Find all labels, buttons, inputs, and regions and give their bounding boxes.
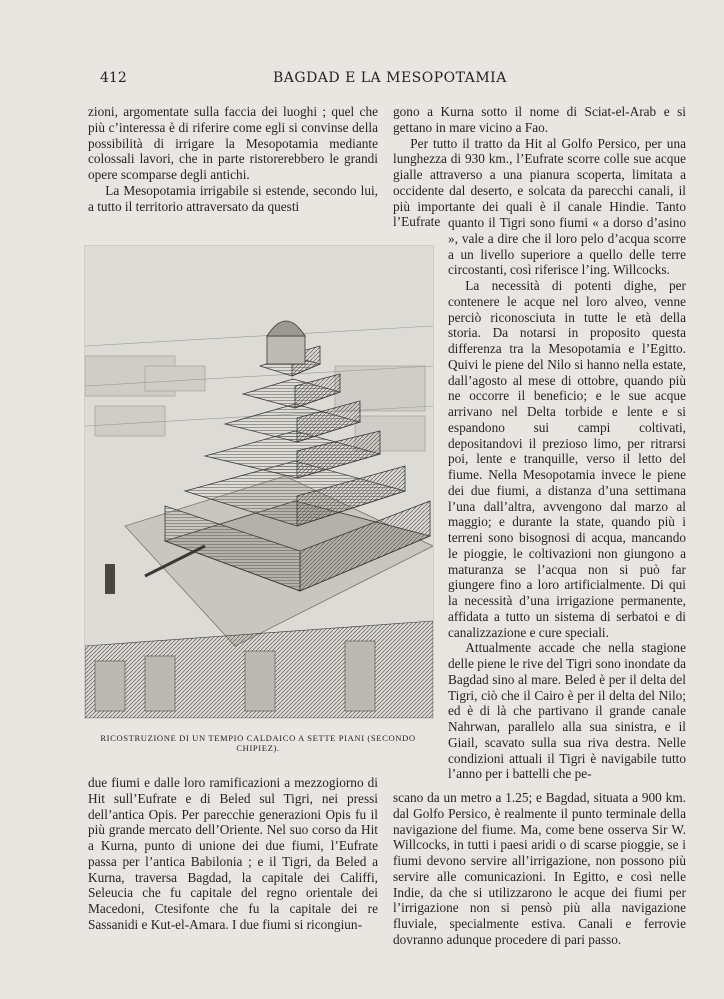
paragraph: gono a Kurna sotto il nome di Sciat-el-Arab e si gettano in mare vicino a Fao. <box>393 104 686 135</box>
paragraph: La Mesopotamia irrigabile si estende, secondo lui, a tutto il territorio attraversato da questi <box>88 182 378 214</box>
paragraph: Per tutto il tratto da Hit al Golfo Persico, per una lunghezza di 930 km., l’Eufrate scorre colle sue acque gialle attraverso a una pianura scoperta, limitata a occidente dal deserto, e solcata da parecchi canali, il più importante dei quali è il canale Hindie. Tanto l’Eufrate <box>393 135 686 230</box>
statue <box>105 564 115 594</box>
ziggurat-drawing <box>85 246 433 718</box>
ziggurat-illustration <box>84 245 434 719</box>
paragraph: Attualmente accade che nella stagione delle piene le rive del Tigri sono inondate da Bagdad sino al mare. Beled è per il delta del Tigri, ciò che il Cairo è per il delta del Nilo; ed è di là che partivano il grande canale Nahrwan, parallelo alla sua sinistra, e il Giail, scavato sulla sua riva destra. Nelle condizioni attuali il Tigri è navigabile tutto l’anno per i battelli che pe- <box>448 640 686 782</box>
paragraph: zioni, argomentate sulla faccia dei luoghi ; quel che più c’interessa è di riferire come egli si convinse della possibilità di irrigare la Mesopotamia mediante colossali lavori, che in parte ristorerebbero le grandi opere scomparse degli antichi. <box>88 104 378 182</box>
text-column-right-top <box>393 104 686 230</box>
text-column-left-top <box>88 104 378 214</box>
text-column-right-narrow <box>448 215 686 782</box>
text-column-right-bottom <box>393 790 686 948</box>
paragraph: La necessità di potenti dighe, per contenere le acque nel loro alveo, venne perciò riconosciuta in tutte le età della storia. Da notarsi in proposito questa differenza tra la Mesopotamia e l’Egitto. Quivi le piene del Nilo si hanno nella estate, dall’agosto al mese di ottobre, quando più ne occorre il beneficio; e le sue acque arrivano nel Delta torbide e lente e si espandono sui campi coltivati, depositandovi il prezioso limo, per ritrarsi poi, lente e tranquille, verso il letto del fiume. Nella Mesopotamia invece le piene dei due fiumi, a distanza d’una settimana l’una dall’altra, avvengono dal marzo al maggio; e durante la state, quando più i terreni sono bisognosi di acqua, mancando le pioggie, le coltivazioni non giungono a maturanza se l’acqua non si può far giungere fino a loro artificialmente. Di qui la necessità d’una irrigazione permanente, affidata a tutto un sistema di serbatoi e di canalizzazione e cure speciali. <box>448 278 686 640</box>
text-column-left-bottom <box>88 775 378 933</box>
paragraph: scano da un metro a 1.25; e Bagdad, situata a 900 km. dal Golfo Persico, è realmente il punto terminale della navigazione del fiume. Ma, come bene osserva Sir W. Willcocks, in tutti i paesi aridi o di scarse pioggie, se i fiumi devono servire all’irrigazione, non possono più servire alle comunicazioni. In Egitto, e così nelle Indie, da che si utilizzarono le acque dei fiumi per l’irrigazione non si pensò più alla navigazione fluviale, specialmente estiva. Canali e ferrovie dovranno adunque procedere di pari passo. <box>393 790 686 947</box>
paragraph: due fiumi e dalle loro ramificazioni a mezzogiorno di Hit sull’Eufrate e di Beled sul Tigri, nei pressi dell’antica Opis. Per parecchie generazioni Opis fu il più grande mercato dell’Oriente. Nel suo corso da Hit a Kurna, punto di unione dei due fiumi, l’Eufrate passa per l’antica Babilonia ; e il Tigri, da Beled a Kurna, traversa Bagdad, la capitale dei Califfi, Seleucia che fu capitale del regno orientale dei Macedoni, Ctesifonte che fu la capitale dei re Sassanidi e Kut-el-Amara. I due fiumi si ricongiun- <box>88 775 378 932</box>
running-title: BAGDAD E LA MESOPOTAMIA <box>273 70 507 86</box>
paragraph: quanto il Tigri sono fiumi « a dorso d’asino », vale a dire che il loro pelo d’acqua scorre a un livello superiore a quello delle terre circostanti, così riferisce l’ing. Willcocks. <box>448 215 686 278</box>
page-number: 412 <box>100 70 127 86</box>
figure-caption: RICOSTRUZIONE DI UN TEMPIO CALDAICO A SETTE PIANI (SECONDO CHIPIEZ). <box>100 733 416 753</box>
